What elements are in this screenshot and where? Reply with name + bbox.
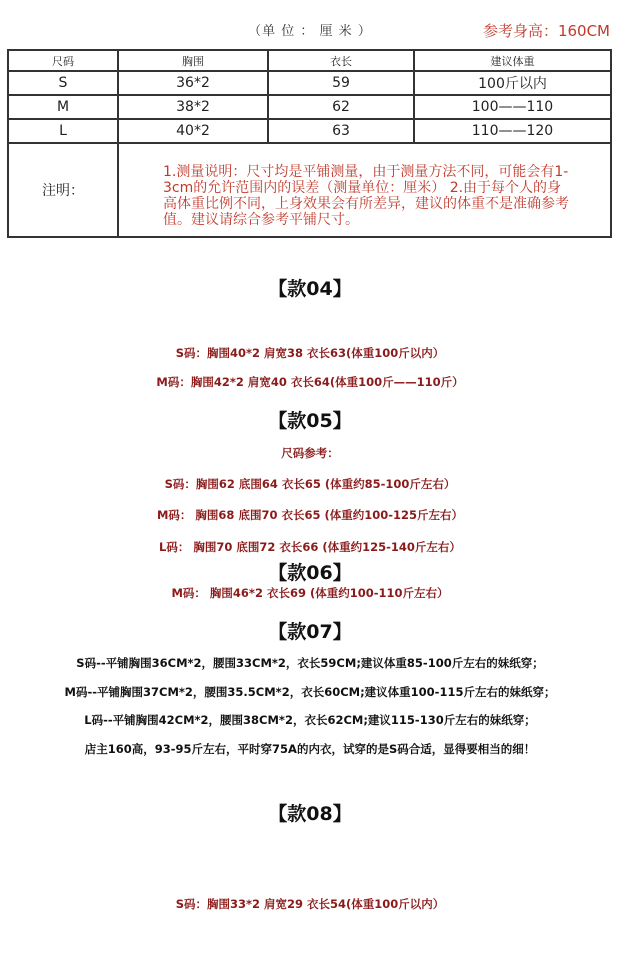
table-cell: M [8, 95, 118, 119]
table-row [8, 119, 611, 143]
size-line: S码：胸围40*2 肩宽38 衣长63(体重100斤以内） [175, 346, 445, 360]
table-cell: 62 [268, 95, 414, 119]
section-title-07: 【款07】 [268, 621, 352, 643]
table-cell: 36*2 [118, 71, 268, 95]
table-cell: 63 [268, 119, 414, 143]
table-row [8, 95, 611, 119]
unit-label: （单 位 ： 厘 米 ） [248, 24, 372, 39]
size-line: M码： 胸围46*2 衣长69 (体重约100-110斤左右） [171, 586, 449, 600]
size-line: S码：胸围33*2 肩宽29 衣长54(体重100斤以内） [175, 897, 445, 911]
table-cell: S [8, 71, 118, 95]
size-line: L码--平铺胸围42CM*2，腰围38CM*2，衣长62CM;建议115-130斤左右的妹纸穿； [84, 713, 536, 727]
size-line: M码--平铺胸围37CM*2，腰围35.5CM*2，衣长60CM;建议体重100-115斤左右的妹纸穿； [64, 685, 556, 699]
table-cell: 59 [268, 71, 414, 95]
table-cell: L [8, 119, 118, 143]
section-title-06: 【款06】 [268, 562, 352, 584]
size-line: S码：胸围62 底围64 衣长65 (体重约85-100斤左右） [164, 477, 456, 491]
table-cell: 38*2 [118, 95, 268, 119]
reference-height: 参考身高：160CM [482, 22, 610, 40]
table-header-row [8, 50, 611, 71]
column-header-bust: 胸围 [118, 50, 268, 71]
note-row [8, 143, 611, 237]
section-title-08: 【款08】 [268, 803, 352, 825]
size-line: M码： 胸围68 底围70 衣长65 (体重约100-125斤左右） [156, 508, 463, 522]
note-label: 注明： [8, 143, 118, 237]
size-line: S码--平铺胸围36CM*2，腰围33CM*2，衣长59CM;建议体重85-100斤左右的妹纸穿； [76, 656, 544, 670]
table-cell: 110——120 [414, 119, 611, 143]
column-header-weight: 建议体重 [414, 50, 611, 71]
size-table [7, 49, 612, 238]
column-header-size: 尺码 [8, 50, 118, 71]
table-cell: 100——110 [414, 95, 611, 119]
table-cell: 40*2 [118, 119, 268, 143]
section-title-04: 【款04】 [268, 278, 352, 300]
size-reference-label: 尺码参考： [281, 446, 339, 460]
section-title-05: 【款05】 [268, 410, 352, 432]
column-header-length: 衣长 [268, 50, 414, 71]
size-line: M码：胸围42*2 肩宽40 衣长64(体重100斤——110斤） [156, 375, 464, 389]
size-line: L码： 胸围70 底围72 衣长66 (体重约125-140斤左右） [159, 540, 461, 554]
shop-owner-note: 店主160高，93-95斤左右，平时穿75A的内衣，试穿的是S码合适，显得要相当的细！ [84, 742, 536, 756]
note-text: 1.测量说明：尺寸均是平铺测量，由于测量方法不同，可能会有1-3cm的允许范围内的误差（测量单位：厘米） 2.由于每个人的身高体重比例不同，上身效果会有所差异，建议的体重不是准确参考值。建议请综合参考平铺尺寸。 [118, 143, 611, 237]
table-cell: 100斤以内 [414, 71, 611, 95]
table-row [8, 71, 611, 95]
